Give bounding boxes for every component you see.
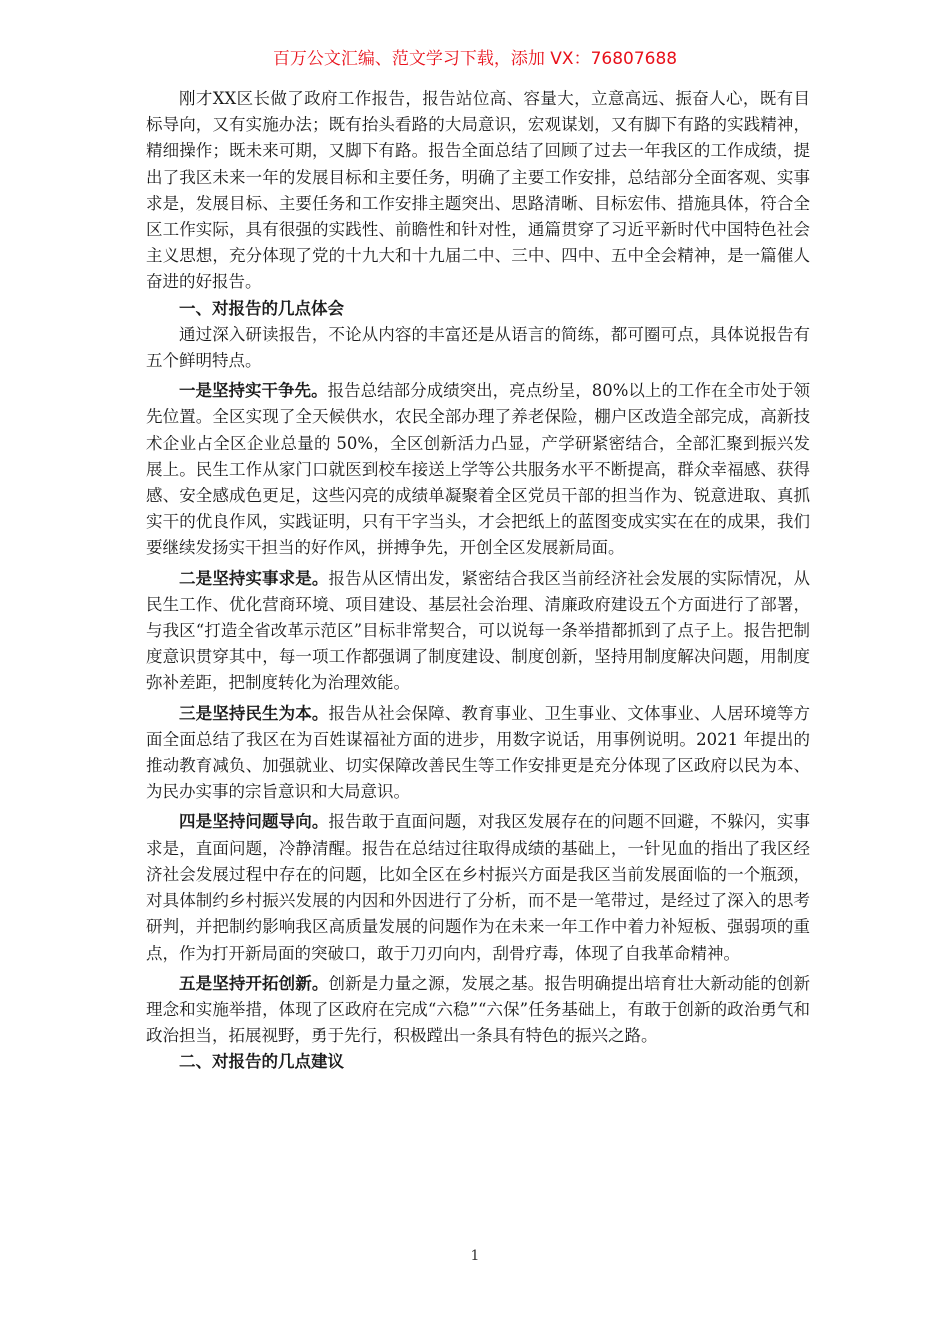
point-4-lead: 四是坚持问题导向。	[179, 812, 329, 832]
point-3-lead: 三是坚持民生为本。	[179, 703, 329, 723]
point-1-lead: 一是坚持实干争先。	[179, 381, 328, 401]
point-1-paragraph	[146, 378, 810, 561]
point-4-text: 报告敢于直面问题，对我区发展存在的问题不回避，不躲闪，实事求是，直面问题，冷静清醒。报告在总结过往取得成绩的基础上，一针见血的指出了我区经济社会发展过程中存在的问题，比如全区在乡村振兴方面是我区当前发展面临的一个瓶颈，对具体制约乡村振兴发展的内因和外因进行了分析，而不是一笔带过，是经过了深入的思考研判，并把制约影响我区高质量发展的问题作为在未来一年工作中着力补短板、强弱项的重点，作为打开新局面的突破口，敢于刀刃向内，刮骨疗毒，体现了自我革命精神。	[146, 812, 811, 963]
point-1-text: 报告总结部分成绩突出，亮点纷呈，80%以上的工作在全市处于领先位置。全区实现了全天候供水，农民全部办理了养老保险，棚户区改造全部完成，高新技术企业占全区企业总量的 50%，全区创新活力凸显，产学研紧密结合，全部汇聚到振兴发展上。民生工作从家门口就医到校车接送上学等公共服务水平不断提高，群众幸福感、获得感、安全感成色更足，这些闪亮的成绩单凝聚着全区党员干部的担当作为、锐意进取、真抓实干的优良作风，实践证明，只有干字当头，才会把纸上的蓝图变成实实在在的成果，我们要继续发扬实干担当的好作风，拼搏争先，开创全区发展新局面。	[146, 381, 810, 558]
point-5-lead: 五是坚持开拓创新。	[179, 973, 329, 993]
point-2-paragraph	[146, 566, 810, 697]
header-banner: 百万公文汇编、范文学习下载，添加 VX：76807688	[272, 49, 678, 69]
section1-intro-paragraph: 通过深入研读报告，不论从内容的丰富还是从语言的简练，都可圈可点，具体说报告有五个鲜明特点。	[146, 324, 810, 371]
section-heading-2: 二、对报告的几点建议	[179, 1052, 344, 1072]
document-body	[146, 86, 810, 1076]
point-4-paragraph	[146, 809, 810, 966]
page-number: 1	[470, 1248, 480, 1264]
point-3-text: 报告从社会保障、教育事业、卫生事业、文体事业、人居环境等方面全面总结了我区在为百姓谋福祉方面的进步，用数字说话，用事例说明。2021 年提出的推动教育减负、加强就业、切实保障改善民生等工作安排更是充分体现了区政府以民为本、为民办实事的宗旨意识和大局意识。	[146, 703, 811, 802]
point-2-lead: 二是坚持实事求是。	[179, 568, 329, 588]
point-3-paragraph	[146, 701, 810, 806]
point-5-paragraph	[146, 971, 810, 1050]
section-heading-1: 一、对报告的几点体会	[179, 298, 344, 318]
point-5-text: 创新是力量之源，发展之基。报告明确提出培育壮大新动能的创新理念和实施举措，体现了区政府在完成“六稳”“六保”任务基础上，有敢于创新的政治勇气和政治担当，拓展视野，勇于先行，积极蹚出一条具有特色的振兴之路。	[146, 973, 811, 1046]
point-2-text: 报告从区情出发，紧密结合我区当前经济社会发展的实际情况，从民生工作、优化营商环境、项目建设、基层社会治理、清廉政府建设五个方面进行了部署，与我区“打造全省改革示范区”目标非常契合，可以说每一条举措都抓到了点子上。报告把制度意识贯穿其中，每一项工作都强调了制度建设、制度创新，坚持用制度解决问题，用制度弥补差距，把制度转化为治理效能。	[146, 568, 811, 693]
intro-paragraph: 刚才XX区长做了政府工作报告，报告站位高、容量大，立意高远、振奋人心，既有目标导向，又有实施办法；既有抬头看路的大局意识，宏观谋划，又有脚下有路的实践精神，精细操作；既未来可期，又脚下有路。报告全面总结了回顾了过去一年我区的工作成绩，提出了我区未来一年的发展目标和主要任务，明确了主要工作安排，总结部分全面客观、实事求是，发展目标、主要任务和工作安排主题突出、思路清晰、目标宏伟、措施具体，符合全区工作实际，具有很强的实践性、前瞻性和针对性，通篇贯穿了习近平新时代中国特色社会主义思想，充分体现了党的十九大和十九届二中、三中、四中、五中全会精神，是一篇催人奋进的好报告。	[146, 89, 810, 292]
